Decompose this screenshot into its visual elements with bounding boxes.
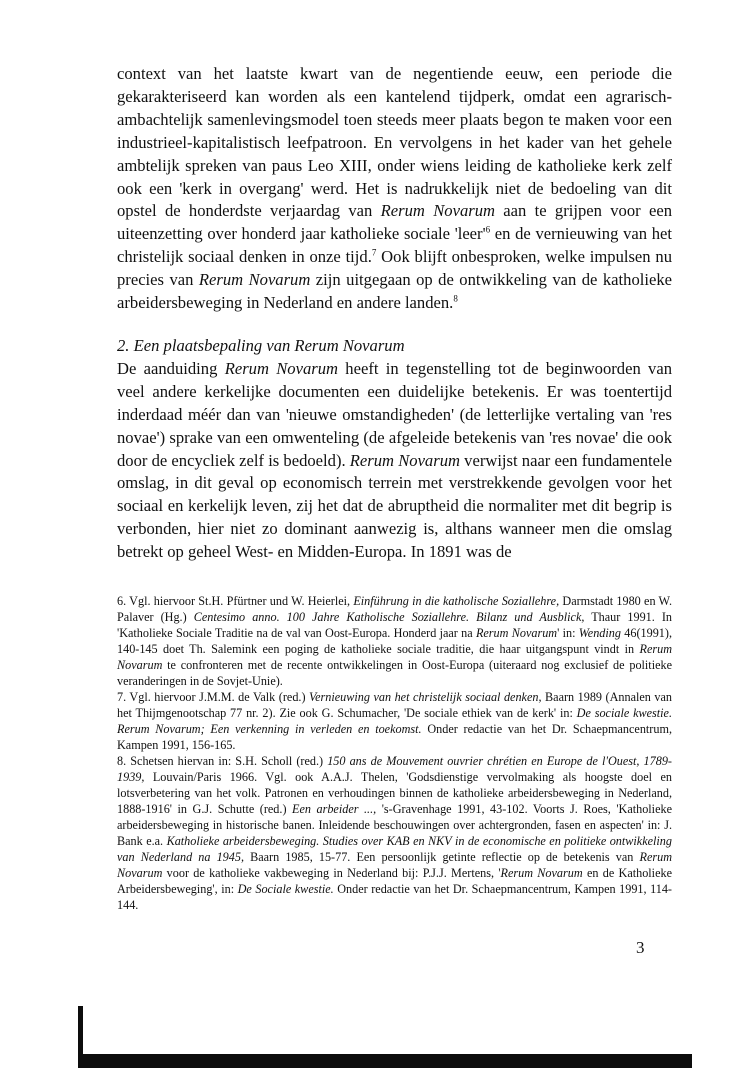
footnote-text: Onder redactie van het Dr. Schaepmancentrum, Kampen 1991, 114-144. — [117, 882, 672, 912]
footnote-title: Einführung in die katholische Soziallehre, — [353, 594, 560, 608]
footnote-8 — [117, 753, 672, 913]
paragraph-1-text: en de vernieuwing van het christelijk sociaal denken in onze tijd. — [117, 224, 672, 267]
footnote-text: te confronteren met de recente ontwikkelingen in Oost-Europa (uiteraard nog exclusief de politieke veranderingen in de Sovjet-Unie). — [117, 658, 672, 688]
work-title: Rerum Novarum — [380, 201, 495, 221]
paragraph-2-text: verwijst naar een fundamentele omslag, in dit geval op economisch terrein met verstrekkende gevolgen voor het sociaal en kerkelijk leven, zij het dat de abruptheid die normaliter met dit begrip is verbonden, hier niet zo dominant aanwezig is, althans wanneer men die omslag betrekt op geheel West- en Midden-Europa. In 1891 was de — [117, 450, 672, 562]
footnote-title: Rerum Novarum — [117, 642, 672, 672]
paragraph-1-text: Ook blijft onbesproken, welke impulsen nu precies van — [117, 247, 672, 290]
main-text — [117, 63, 672, 564]
scan-edge-bottom — [80, 1054, 692, 1068]
footnote-title: Rerum Novarum — [500, 866, 583, 880]
footnote-text: 8. Schetsen hiervan in: S.H. Scholl (red.) — [117, 754, 328, 768]
footnote-text: 6. Vgl. hiervoor St.H. Pfürtner und W. Heierlei, — [117, 594, 354, 608]
paragraph-1 — [117, 63, 672, 315]
footnote-text: 46(1991), 140-145 doet Th. Salemink een poging de katholieke sociale traditie, die haar uitgangspunt vindt in — [117, 626, 672, 656]
footnote-text: Thaur 1991. In 'Katholieke Sociale Traditie na de val van Oost-Europa. Honderd jaar na — [117, 610, 672, 640]
footnote-text: Darmstadt 1980 en W. Palaver (Hg.) — [117, 594, 672, 624]
footnote-title: 150 ans de Mouvement ouvrier chrétien en Europe de l'Ouest, 1789-1939, — [117, 754, 672, 784]
footnote-ref-6: 6 — [485, 224, 491, 235]
footnote-title: Wending — [578, 626, 621, 640]
footnote-title: Vernieuwing van het christelijk sociaal denken, — [309, 690, 542, 704]
paragraph-2-text: heeft in tegenstelling tot de beginwoorden van veel andere kerkelijke documenten een duidelijke betekenis. Er was toentertijd inderdaad méér dan van 'nieuwe omstandigheden' (de letterlijke vertaling van 'res novae') sprake van een omwenteling (de afgeleide betekenis van 'res novae' die ook door de encycliek zelf is bedoeld). — [117, 358, 673, 470]
footnote-text: Baarn 1989 (Annalen van het Thijmgenootschap 77 nr. 2). Zie ook G. Schumacher, 'De sociale ethiek van de kerk' in: — [117, 690, 672, 720]
work-title: Rerum Novarum — [198, 270, 311, 290]
footnote-title: Een arbeider ..., — [292, 802, 377, 816]
footnote-title: De sociale kwestie. Rerum Novarum; Een verkenning in verleden en toekomst. — [117, 706, 672, 736]
footnote-title: De Sociale kwestie. — [237, 882, 334, 896]
footnote-title: Centesimo anno. 100 Jahre Katholische Soziallehre. Bilanz und Ausblick, — [193, 610, 585, 624]
paragraph-1-text: zijn uitgegaan op de ontwikkeling van de katholieke arbeidersbeweging in Nederland en andere landen. — [117, 270, 672, 313]
footnotes — [117, 593, 672, 913]
footnote-text: Louvain/Paris 1966. Vgl. ook A.A.J. Thelen, 'Godsdienstige vervolmaking als hoogste doel en lotsverbetering van het volk. Patronen en verhoudingen binnen de katholieke arbeidersbeweging in Nederland, 1888-1916' in G.J. Schutte (red.) — [117, 770, 672, 816]
section-heading: 2. Een plaatsbepaling van Rerum Novarum — [117, 335, 405, 355]
work-title: Rerum Novarum — [349, 450, 460, 470]
footnote-title: Rerum Novarum — [117, 850, 672, 880]
footnote-text: Onder redactie van het Dr. Schaepmancentrum, Kampen 1991, 156-165. — [117, 722, 672, 752]
footnote-text: 's-Gravenhage 1991, 43-102. Voorts J. Roes, 'Katholieke arbeidersbeweging in historische banen. Inleidende beschouwingen over achtergronden, fasen en aspecten' in: J. Bank e.a. — [117, 802, 672, 848]
footnote-title: Rerum Novarum — [475, 626, 558, 640]
footnote-ref-7: 7 — [371, 247, 377, 258]
footnote-6 — [117, 593, 672, 689]
footnote-ref-8: 8 — [453, 293, 458, 304]
footnote-text: ' in: — [557, 626, 579, 640]
work-title: Rerum Novarum — [224, 358, 338, 378]
paragraph-1-text: aan te grijpen voor een uiteenzetting over honderd jaar katholieke sociale 'leer' — [117, 201, 672, 244]
page-number: 3 — [636, 938, 645, 957]
paragraph-2-text: De aanduiding — [117, 358, 225, 378]
footnote-7 — [117, 689, 672, 753]
footnote-text: en de Katholieke Arbeidersbeweging', in: — [117, 866, 672, 896]
footnote-text: Baarn 1985, 15-77. Een persoonlijk getinte reflectie op de betekenis van — [244, 850, 640, 864]
footnote-text: 7. Vgl. hiervoor J.M.M. de Valk (red.) — [117, 690, 310, 704]
paragraph-2 — [117, 358, 672, 564]
footnote-title: Katholieke arbeidersbeweging. Studies over KAB en NKV in de economische en politieke ontwikkeling van Nederland na 1945, — [117, 834, 672, 864]
paragraph-1-text: context van het laatste kwart van de negentiende eeuw, een periode die gekarakteriseerd kan worden als een kantelend tijdperk, omdat een agrarisch-ambachtelijk samenlevingsmodel toen steeds meer plaats begon te maken voor een industrieel-kapitalistisch leefpatroon. En vervolgens in het kader van het gehele ambtelijk spreken van paus Leo XIII, onder wiens leiding de katholieke kerk zelf ook een 'kerk in overgang' werd. Het is nadrukkelijk niet de bedoeling van dit opstel de honderdste verjaardag van — [117, 64, 672, 221]
footnote-text: voor de katholieke vakbeweging in Nederland bij: P.J.J. Mertens, ' — [162, 866, 501, 880]
